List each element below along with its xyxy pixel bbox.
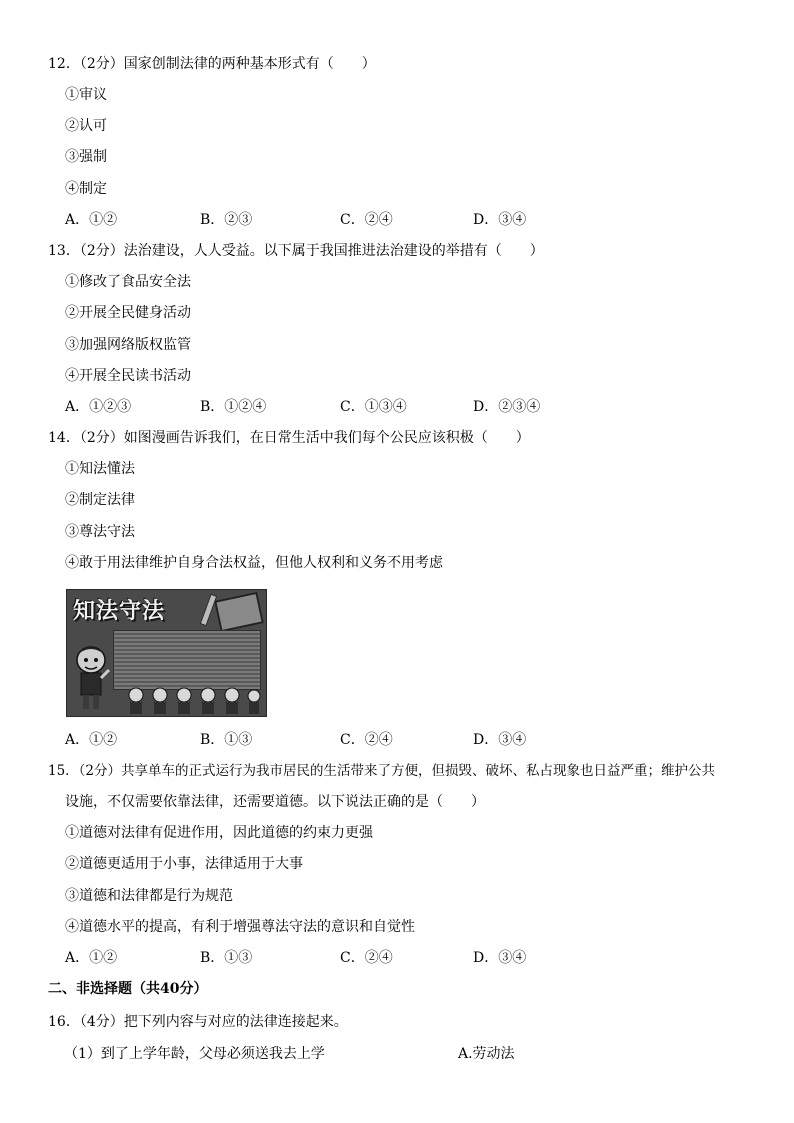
choice-b: B．①③ <box>200 732 253 748</box>
choice-a: A．①② <box>65 950 118 966</box>
choice-a: A．①②③ <box>65 399 132 415</box>
question-12-option-1: ①审议 <box>65 87 107 103</box>
question-15-choices <box>65 948 585 968</box>
choice-b: B．②③ <box>200 212 253 228</box>
question-13-option-4: ④开展全民读书活动 <box>65 368 191 384</box>
section-heading: 二、非选择题（共40分） <box>48 981 208 997</box>
cartoon-figure <box>71 642 111 712</box>
choice-c: C．②④ <box>340 212 393 228</box>
choice-d: D．③④ <box>473 212 527 228</box>
choice-c: C．①③④ <box>340 399 407 415</box>
children-group-graphic <box>122 686 262 714</box>
question-13-option-3: ③加强网络版权监管 <box>65 337 191 353</box>
question-16-right-item: A.劳动法 <box>458 1046 515 1062</box>
question-12-option-4: ④制定 <box>65 181 107 197</box>
choice-d: D．③④ <box>473 732 527 748</box>
question-12-option-2: ②认可 <box>65 118 107 134</box>
choice-c: C．②④ <box>340 950 393 966</box>
question-15-stem-line-1: 15．（2分）共享单车的正式运行为我市居民的生活带来了方便，但损毁、破坏、私占现象也日益严重；维护公共 <box>48 763 716 779</box>
choice-c: C．②④ <box>340 732 393 748</box>
question-12-option-3: ③强制 <box>65 149 107 165</box>
question-12-choices <box>65 210 585 230</box>
choice-a: A．①② <box>65 212 118 228</box>
book-graphic <box>214 592 264 632</box>
question-15-option-4: ④道德水平的提高，有利于增强尊法守法的意识和自觉性 <box>65 919 415 935</box>
question-14-choices <box>65 730 585 750</box>
question-15-stem-line-2: 设施，不仅需要依靠法律，还需要道德。以下说法正确的是（ ） <box>65 794 485 810</box>
law-poster-image <box>66 589 267 717</box>
question-14-option-1: ①知法懂法 <box>65 461 135 477</box>
question-15-option-2: ②道德更适用于小事，法律适用于大事 <box>65 856 303 872</box>
poster-text-panel <box>113 630 261 690</box>
question-15-option-1: ①道德对法律有促进作用，因此道德的约束力更强 <box>65 825 373 841</box>
choice-d: D．③④ <box>473 950 527 966</box>
question-15-option-3: ③道德和法律都是行为规范 <box>65 888 233 904</box>
question-14-option-3: ③尊法守法 <box>65 524 135 540</box>
choice-d: D．②③④ <box>473 399 541 415</box>
question-14-option-2: ②制定法律 <box>65 492 135 508</box>
choice-b: B．①②④ <box>200 399 267 415</box>
question-13-option-1: ①修改了食品安全法 <box>65 274 191 290</box>
question-13-choices <box>65 397 585 417</box>
question-13-option-2: ②开展全民健身活动 <box>65 305 191 321</box>
choice-a: A．①② <box>65 732 118 748</box>
choice-b: B．①③ <box>200 950 253 966</box>
question-16-stem: 16．（4分）把下列内容与对应的法律连接起来。 <box>48 1014 348 1030</box>
question-14-stem: 14．（2分）如图漫画告诉我们，在日常生活中我们每个公民应该积极（ ） <box>48 430 530 446</box>
question-12-stem: 12．（2分）国家创制法律的两种基本形式有（ ） <box>48 56 376 72</box>
question-13-stem: 13．（2分）法治建设，人人受益。以下属于我国推进法治建设的举措有（ ） <box>48 243 544 259</box>
question-14-option-4: ④敢于用法律维护自身合法权益，但他人权利和义务不用考虑 <box>65 555 443 571</box>
question-16-left-item: （1）到了上学年龄，父母必须送我去上学 <box>64 1046 325 1062</box>
poster-title: 知法守法 <box>73 599 166 624</box>
